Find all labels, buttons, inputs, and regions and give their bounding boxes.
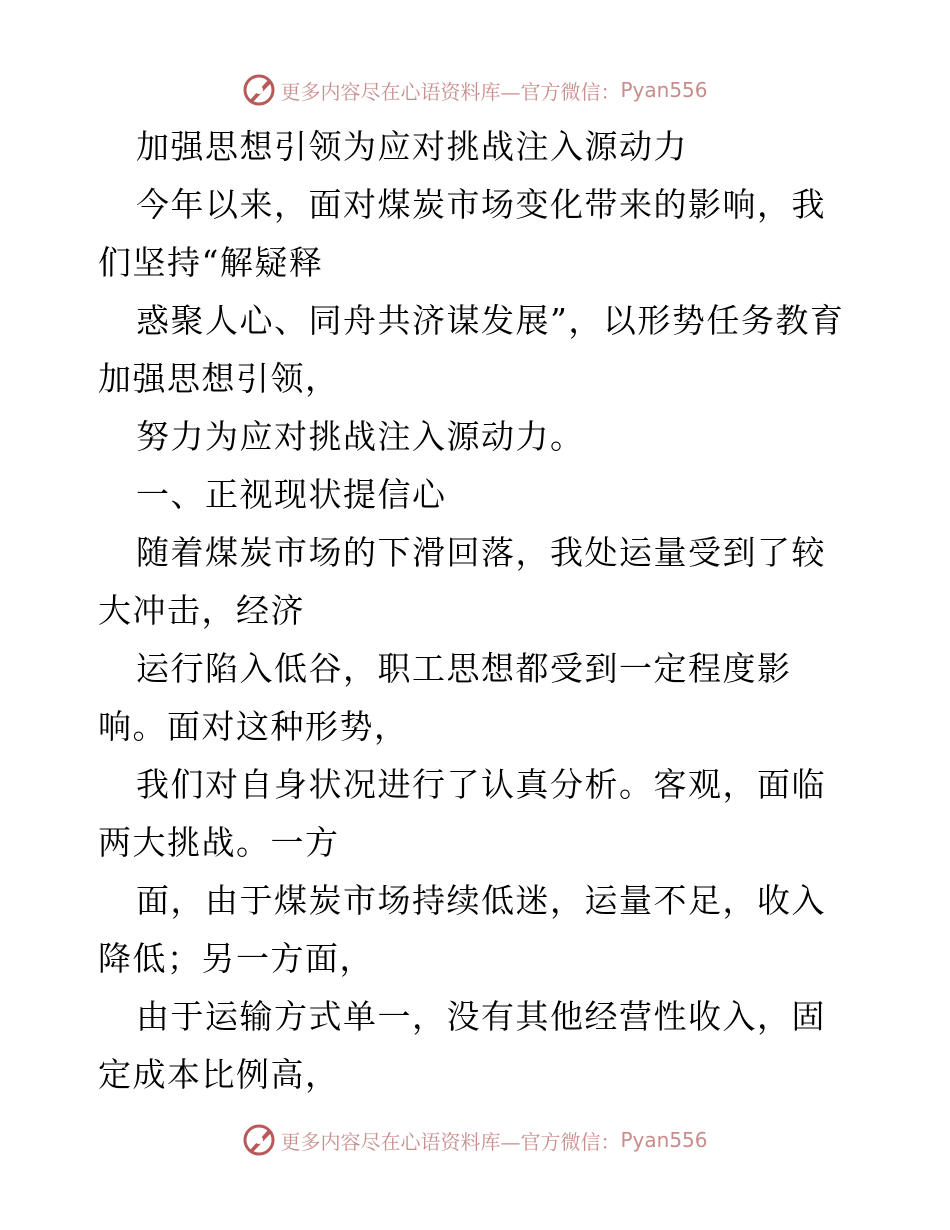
section-heading: 一、正视现状提信心 bbox=[136, 475, 447, 514]
watermark-text: 更多内容尽在心语资料库—官方微信： bbox=[280, 1129, 621, 1154]
paragraph: 今年以来，面对煤炭市场变化带来的影响，我们坚持“解疑释 bbox=[98, 185, 826, 282]
header-watermark bbox=[0, 70, 950, 110]
paragraph: 惑聚人心、同舟共济谋发展”，以形势任务教育加强思想引领， bbox=[98, 301, 845, 398]
paragraph: 面，由于煤炭市场持续低迷，运量不足，收入降低；另一方面， bbox=[98, 881, 826, 978]
watermark-wechat-id: Pyan556 bbox=[620, 78, 708, 102]
footer-watermark bbox=[0, 1120, 950, 1160]
paragraph: 我们对自身状况进行了认真分析。客观，面临两大挑战。一方 bbox=[98, 765, 826, 862]
watermark-wechat-id: Pyan556 bbox=[620, 1128, 708, 1152]
quill-pen-logo-icon bbox=[242, 73, 276, 107]
paragraph: 运行陷入低谷，职工思想都受到一定程度影响。面对这种形势， bbox=[98, 649, 792, 746]
paragraph: 随着煤炭市场的下滑回落，我处运量受到了较大冲击，经济 bbox=[98, 533, 826, 630]
document-body bbox=[98, 118, 858, 1104]
paragraph: 努力为应对挑战注入源动力。 bbox=[136, 417, 585, 456]
document-title: 加强思想引领为应对挑战注入源动力 bbox=[136, 127, 688, 166]
quill-pen-logo-icon bbox=[242, 1123, 276, 1157]
paragraph: 由于运输方式单一，没有其他经营性收入，固定成本比例高， bbox=[98, 997, 826, 1094]
watermark-text: 更多内容尽在心语资料库—官方微信： bbox=[280, 79, 621, 104]
